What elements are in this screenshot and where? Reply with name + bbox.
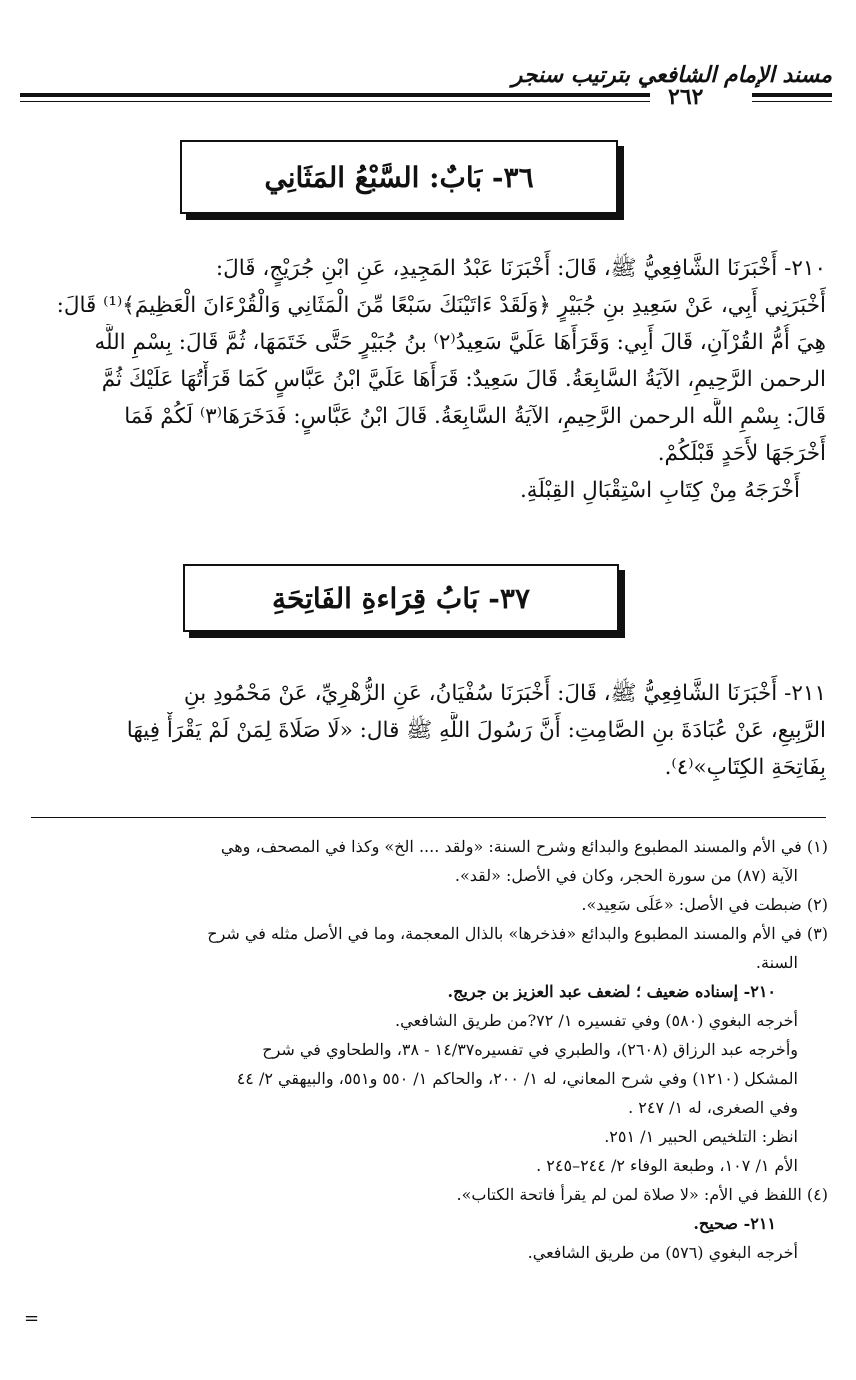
running-header (20, 62, 832, 112)
margin-mark: = (24, 1308, 40, 1329)
footnote-separator (31, 817, 826, 818)
takhrij-line: انظر: التلخيص الحبير ١/ ٢٥١. (604, 1127, 798, 1146)
takhrij-line: الأم ١/ ١٠٧، وطبعة الوفاء ٢/ ٢٤٤–٢٤٥ . (536, 1156, 798, 1175)
hadith-210-line: أَخْرَجَهَا لأَحَدٍ قَبْلَكُمْ. (657, 441, 826, 466)
chapter-37-title: ٣٧- بَابُ قِرَاءةِ الفَاتِحَةِ (272, 581, 530, 615)
page-number: ٢٦٢ (668, 84, 704, 110)
footnote-line: الآية (٨٧) من سورة الحجر، وكان في الأصل: «لقد». (454, 866, 798, 885)
footnote-line: (١) في الأم والمسند المطبوع والبدائع وشرح السنة: «ولقد .... الخ» وكذا في المصحف، وهي (220, 837, 828, 856)
takhrij-line: أخرجه البغوي (٥٧٦) من طريق الشافعي. (527, 1243, 798, 1262)
takhrij-line: أخرجه البغوي (٥٨٠) وفي تفسيره ١/ ٧٢?من طريق الشافعي. (395, 1011, 798, 1030)
chapter-36-heading (180, 140, 618, 214)
takhrij-line: المشكل (١٢١٠) وفي شرح المعاني، له ١/ ٢٠٠، والحاكم ١/ ٥٥٠ و٥٥١، والبيهقي ٢/ ٤٤ (236, 1069, 798, 1088)
hadith-210-source: أَخْرَجَهُ مِنْ كِتَابِ اسْتِقْبَالِ القِبْلَةِ. (519, 478, 800, 503)
hadith-211-line: الرَّبِيعِ، عَنْ عُبَادَةَ بنِ الصَّامِتِ: أَنَّ رَسُولَ اللَّهِ ﷺ قال: «لَا صَلَاةَ لِمَنْ لَمْ يَقْرَأْ فِيهَا (126, 718, 826, 743)
header-rule-thick-right (752, 93, 832, 97)
footnote-line: (٤) اللفظ في الأم: «لا صلاة لمن لم يقرأ فاتحة الكتاب». (456, 1185, 828, 1204)
chapter-37-heading (183, 564, 619, 632)
hadith-210-line: أَخْبَرَنِي أَبِي، عَنْ سَعِيدِ بنِ جُبَيْرٍ ﴿وَلَقَدْ ءَاتَيْنَكَ سَبْعًا مِّنَ الْمَثَانِي وَالْقُرْءَانَ الْعَظِيمَ﴾⁽¹⁾ قَالَ: (56, 293, 826, 318)
hadith-210-line: ٢١٠- أَخْبَرَنَا الشَّافِعِيُّ ﷺ، قَالَ: أَخْبَرَنَا عَبْدُ المَجِيدِ، عَنِ ابْنِ جُرَيْجٍ، قَالَ: (215, 256, 826, 281)
hadith-210-line: قَالَ: بِسْمِ اللَّه الرحمن الرَّحِيمِ، الآيَةُ السَّابِعَةُ. قَالَ ابْنُ عَبَّاسٍ: فَدَخَرَهَا⁽٣⁾ لَكُمْ فَمَا (124, 404, 826, 429)
hadith-210 (26, 250, 826, 509)
takhrij-line: وأخرجه عبد الرزاق (٢٦٠٨)، والطبري في تفسيره١٤/٣٧ - ٣٨، والطحاوي في شرح (262, 1040, 798, 1059)
hadith-211 (26, 675, 826, 786)
grading-line: ٢١١- صحيح. (693, 1214, 776, 1233)
footnote-line: (٣) في الأم والمسند المطبوع والبدائع «فذخرها» بالذال المعجمة، وما في الأصل مثله في شرح (207, 924, 828, 943)
footnote-line: السنة. (755, 953, 798, 972)
header-rule-thin-right (752, 101, 832, 102)
header-rule-thin (20, 101, 650, 102)
header-rule-thick (20, 93, 650, 97)
footnote-line: (٢) ضبطت في الأصل: «عَلَى سَعِيد». (581, 895, 828, 914)
footnotes (28, 832, 828, 1267)
chapter-36-title: ٣٦- بَابٌ: السَّبْعُ المَثَانِي (264, 160, 534, 194)
grading-line: ٢١٠- إسناده ضعيف ؛ لضعف عبد العزيز بن جريج. (447, 982, 776, 1001)
takhrij-line: وفي الصغرى، له ١/ ٢٤٧ . (628, 1098, 798, 1117)
hadith-211-line: ٢١١- أَخْبَرَنَا الشَّافِعِيُّ ﷺ، قَالَ: أَخْبَرَنَا سُفْيَانُ، عَنِ الزُّهْرِيِّ، عَنْ مَحْمُودِ بنِ (183, 681, 826, 706)
hadith-211-line: بِفَاتِحَةِ الكِتَابِ»⁽٤⁾. (664, 755, 826, 780)
book-title: مسند الإمام الشافعي بترتيب سنجر (511, 62, 832, 88)
hadith-210-line: الرحمن الرَّحِيمِ، الآيَةُ السَّابِعَةُ. قَالَ سَعِيدٌ: قَرَأَهَا عَلَيَّ ابْنُ عَبَّاسٍ كَمَا قَرَأْتُهَا عَلَيْكَ ثُمَّ (101, 367, 826, 392)
hadith-210-line: هِيَ أُمُّ القُرْآنِ، قَالَ أَبِي: وَقَرَأَهَا عَلَيَّ سَعِيدُ⁽٢⁾ بنُ جُبَيْرٍ حَتَّى خَتَمَهَا، ثُمَّ قَالَ: بِسْمِ اللَّه (94, 330, 826, 355)
